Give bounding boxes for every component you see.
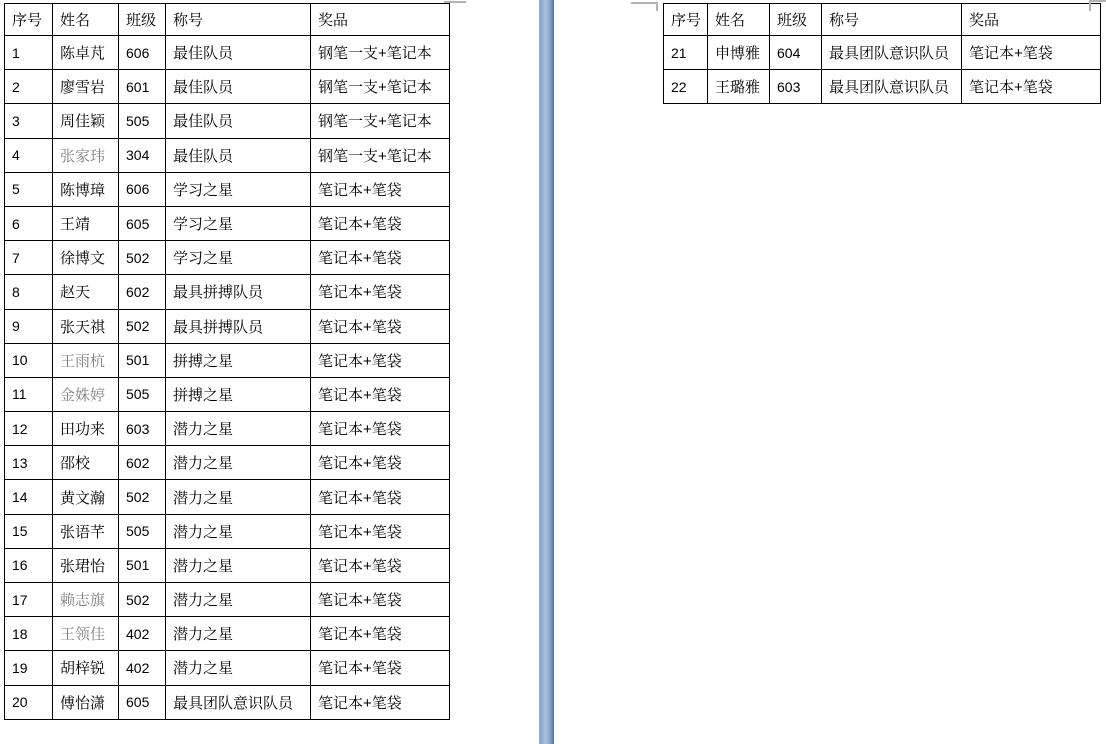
cell-index[interactable]: 12 bbox=[5, 412, 53, 446]
cell-title[interactable]: 最佳队员 bbox=[166, 104, 311, 138]
cell-index[interactable]: 5 bbox=[5, 172, 53, 206]
cell-class[interactable]: 606 bbox=[119, 172, 166, 206]
cell-class[interactable]: 605 bbox=[119, 206, 166, 240]
cell-index[interactable]: 4 bbox=[5, 138, 53, 172]
cell-name[interactable]: 周佳颖 bbox=[53, 104, 119, 138]
cell-index[interactable]: 17 bbox=[5, 583, 53, 617]
table-row bbox=[5, 241, 450, 275]
cell-name[interactable]: 邵校 bbox=[53, 446, 119, 480]
cell-class[interactable]: 402 bbox=[119, 651, 166, 685]
page-corner-mark bbox=[444, 1, 466, 3]
cell-index[interactable]: 16 bbox=[5, 548, 53, 582]
cell-prize[interactable]: 笔记本+笔袋 bbox=[311, 377, 450, 411]
cell-index[interactable]: 7 bbox=[5, 241, 53, 275]
cell-title[interactable]: 最佳队员 bbox=[166, 36, 311, 70]
cell-title[interactable]: 潜力之星 bbox=[166, 617, 311, 651]
cell-title[interactable]: 学习之星 bbox=[166, 241, 311, 275]
cell-index[interactable]: 11 bbox=[5, 377, 53, 411]
header-cell-title[interactable]: 称号 bbox=[822, 4, 962, 36]
cell-title[interactable]: 潜力之星 bbox=[166, 583, 311, 617]
cell-index[interactable]: 1 bbox=[5, 36, 53, 70]
cell-prize[interactable]: 笔记本+笔袋 bbox=[962, 70, 1101, 104]
cell-index[interactable]: 19 bbox=[5, 651, 53, 685]
cell-title[interactable]: 最佳队员 bbox=[166, 138, 311, 172]
cell-class[interactable]: 605 bbox=[119, 685, 166, 719]
cell-name[interactable]: 胡梓锐 bbox=[53, 651, 119, 685]
cell-name[interactable]: 赵天 bbox=[53, 275, 119, 309]
cell-title[interactable]: 潜力之星 bbox=[166, 514, 311, 548]
cell-class[interactable]: 601 bbox=[119, 70, 166, 104]
cell-prize[interactable]: 笔记本+笔袋 bbox=[311, 275, 450, 309]
cell-prize[interactable]: 钢笔一支+笔记本 bbox=[311, 36, 450, 70]
cell-name[interactable]: 张语芊 bbox=[53, 514, 119, 548]
cell-class[interactable]: 402 bbox=[119, 617, 166, 651]
table-row bbox=[5, 377, 450, 411]
cell-title[interactable]: 拼搏之星 bbox=[166, 377, 311, 411]
cell-prize[interactable]: 笔记本+笔袋 bbox=[311, 241, 450, 275]
cell-prize[interactable]: 笔记本+笔袋 bbox=[311, 206, 450, 240]
cell-name[interactable]: 徐博文 bbox=[53, 241, 119, 275]
cell-name[interactable]: 陈博璋 bbox=[53, 172, 119, 206]
table-row bbox=[5, 343, 450, 377]
header-row bbox=[664, 4, 1101, 36]
table-row bbox=[5, 480, 450, 514]
cell-class[interactable]: 501 bbox=[119, 548, 166, 582]
table-row bbox=[5, 446, 450, 480]
table-row bbox=[5, 309, 450, 343]
cell-name[interactable]: 王雨杭 bbox=[53, 343, 119, 377]
cell-title[interactable]: 学习之星 bbox=[166, 206, 311, 240]
cell-class[interactable]: 603 bbox=[770, 70, 822, 104]
cell-index[interactable]: 14 bbox=[5, 480, 53, 514]
header-cell-name[interactable]: 姓名 bbox=[53, 4, 119, 36]
header-cell-class[interactable]: 班级 bbox=[119, 4, 166, 36]
cell-name[interactable]: 赖志旗 bbox=[53, 583, 119, 617]
cell-name[interactable]: 田功来 bbox=[53, 412, 119, 446]
cell-class[interactable]: 602 bbox=[119, 275, 166, 309]
cell-prize[interactable]: 钢笔一支+笔记本 bbox=[311, 70, 450, 104]
cell-class[interactable]: 304 bbox=[119, 138, 166, 172]
cell-name[interactable]: 王领佳 bbox=[53, 617, 119, 651]
table-row bbox=[5, 583, 450, 617]
cell-class[interactable]: 502 bbox=[119, 480, 166, 514]
cell-prize[interactable]: 笔记本+笔袋 bbox=[311, 651, 450, 685]
cell-prize[interactable]: 笔记本+笔袋 bbox=[311, 583, 450, 617]
cell-prize[interactable]: 钢笔一支+笔记本 bbox=[311, 104, 450, 138]
table-row bbox=[5, 685, 450, 719]
page-corner-mark bbox=[631, 2, 658, 11]
cell-title[interactable]: 最具团队意识队员 bbox=[822, 70, 962, 104]
cell-title[interactable]: 潜力之星 bbox=[166, 548, 311, 582]
table-row bbox=[5, 36, 450, 70]
table-row bbox=[5, 104, 450, 138]
cell-name[interactable]: 陈卓芃 bbox=[53, 36, 119, 70]
award-table-page2 bbox=[663, 3, 1101, 104]
table-row bbox=[5, 138, 450, 172]
table-row bbox=[5, 206, 450, 240]
award-table-page1 bbox=[4, 3, 450, 720]
cell-index[interactable]: 2 bbox=[5, 70, 53, 104]
cell-title[interactable]: 潜力之星 bbox=[166, 651, 311, 685]
cell-name[interactable]: 傅怡潇 bbox=[53, 685, 119, 719]
vertical-scrollbar[interactable] bbox=[539, 0, 554, 744]
header-cell-prize[interactable]: 奖品 bbox=[311, 4, 450, 36]
cell-title[interactable]: 学习之星 bbox=[166, 172, 311, 206]
table-row bbox=[5, 514, 450, 548]
header-row bbox=[5, 4, 450, 36]
table-row bbox=[5, 617, 450, 651]
cell-index[interactable]: 18 bbox=[5, 617, 53, 651]
table-row bbox=[5, 548, 450, 582]
cell-prize[interactable]: 笔记本+笔袋 bbox=[311, 514, 450, 548]
cell-title[interactable]: 拼搏之星 bbox=[166, 343, 311, 377]
page-corner-mark bbox=[1089, 0, 1106, 11]
cell-prize[interactable]: 笔记本+笔袋 bbox=[311, 412, 450, 446]
cell-name[interactable]: 张天祺 bbox=[53, 309, 119, 343]
cell-title[interactable]: 最具拼搏队员 bbox=[166, 275, 311, 309]
cell-class[interactable]: 603 bbox=[119, 412, 166, 446]
cell-prize[interactable]: 笔记本+笔袋 bbox=[962, 36, 1101, 70]
cell-index[interactable]: 21 bbox=[664, 36, 708, 70]
cell-class[interactable]: 505 bbox=[119, 104, 166, 138]
cell-name[interactable]: 金姝婷 bbox=[53, 377, 119, 411]
cell-class[interactable]: 501 bbox=[119, 343, 166, 377]
cell-name[interactable]: 王靖 bbox=[53, 206, 119, 240]
cell-title[interactable]: 最佳队员 bbox=[166, 70, 311, 104]
cell-index[interactable]: 22 bbox=[664, 70, 708, 104]
header-cell-prize[interactable]: 奖品 bbox=[962, 4, 1101, 36]
cell-prize[interactable]: 笔记本+笔袋 bbox=[311, 343, 450, 377]
cell-title[interactable]: 最具团队意识队员 bbox=[822, 36, 962, 70]
table-row bbox=[5, 70, 450, 104]
table-row bbox=[664, 70, 1101, 104]
cell-index[interactable]: 10 bbox=[5, 343, 53, 377]
cell-class[interactable]: 502 bbox=[119, 241, 166, 275]
header-cell-index[interactable]: 序号 bbox=[5, 4, 53, 36]
cell-prize[interactable]: 笔记本+笔袋 bbox=[311, 309, 450, 343]
cell-index[interactable]: 13 bbox=[5, 446, 53, 480]
table-row bbox=[5, 412, 450, 446]
cell-index[interactable]: 20 bbox=[5, 685, 53, 719]
cell-class[interactable]: 606 bbox=[119, 36, 166, 70]
cell-class[interactable]: 502 bbox=[119, 583, 166, 617]
cell-name[interactable]: 黄文瀚 bbox=[53, 480, 119, 514]
cell-class[interactable]: 502 bbox=[119, 309, 166, 343]
cell-class[interactable]: 604 bbox=[770, 36, 822, 70]
cell-title[interactable]: 最具团队意识队员 bbox=[166, 685, 311, 719]
table-row bbox=[5, 651, 450, 685]
header-cell-title[interactable]: 称号 bbox=[166, 4, 311, 36]
cell-name[interactable]: 张珺怡 bbox=[53, 548, 119, 582]
table-row bbox=[5, 275, 450, 309]
cell-index[interactable]: 9 bbox=[5, 309, 53, 343]
cell-prize[interactable]: 笔记本+笔袋 bbox=[311, 685, 450, 719]
cell-prize[interactable]: 笔记本+笔袋 bbox=[311, 480, 450, 514]
cell-class[interactable]: 505 bbox=[119, 377, 166, 411]
cell-index[interactable]: 8 bbox=[5, 275, 53, 309]
cell-title[interactable]: 最具拼搏队员 bbox=[166, 309, 311, 343]
header-cell-name[interactable]: 姓名 bbox=[708, 4, 770, 36]
table-row bbox=[5, 172, 450, 206]
cell-prize[interactable]: 笔记本+笔袋 bbox=[311, 617, 450, 651]
cell-prize[interactable]: 笔记本+笔袋 bbox=[311, 172, 450, 206]
cell-name[interactable]: 廖雪岩 bbox=[53, 70, 119, 104]
cell-name[interactable]: 张家玮 bbox=[53, 138, 119, 172]
cell-class[interactable]: 505 bbox=[119, 514, 166, 548]
header-cell-index[interactable]: 序号 bbox=[664, 4, 708, 36]
cell-class[interactable]: 602 bbox=[119, 446, 166, 480]
cell-title[interactable]: 潜力之星 bbox=[166, 480, 311, 514]
cell-index[interactable]: 15 bbox=[5, 514, 53, 548]
cell-name[interactable]: 申博雅 bbox=[708, 36, 770, 70]
cell-prize[interactable]: 钢笔一支+笔记本 bbox=[311, 138, 450, 172]
cell-prize[interactable]: 笔记本+笔袋 bbox=[311, 548, 450, 582]
cell-title[interactable]: 潜力之星 bbox=[166, 446, 311, 480]
cell-title[interactable]: 潜力之星 bbox=[166, 412, 311, 446]
cell-index[interactable]: 3 bbox=[5, 104, 53, 138]
cell-prize[interactable]: 笔记本+笔袋 bbox=[311, 446, 450, 480]
cell-name[interactable]: 王璐雅 bbox=[708, 70, 770, 104]
header-cell-class[interactable]: 班级 bbox=[770, 4, 822, 36]
table-row bbox=[664, 36, 1101, 70]
cell-index[interactable]: 6 bbox=[5, 206, 53, 240]
